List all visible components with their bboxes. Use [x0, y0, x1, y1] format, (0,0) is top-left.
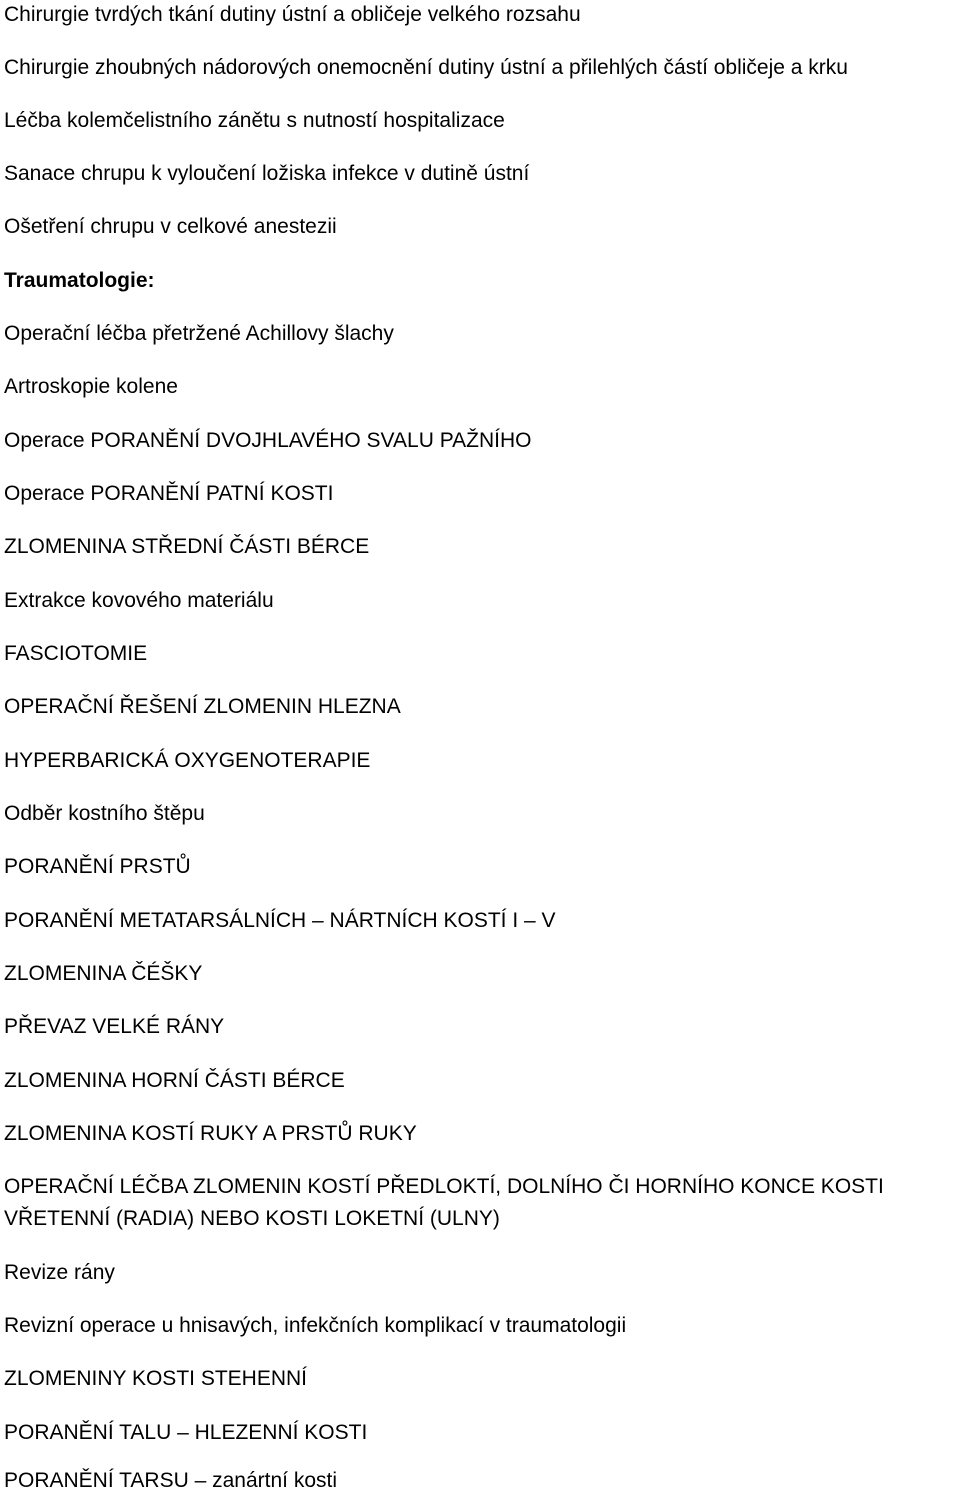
text-line-predlokti-part-1: OPERAČNÍ LÉČBA ZLOMENIN KOSTÍ PŘEDLOKTÍ, DOLNÍHO ČI HORNÍHO KONCE KOSTI: [4, 1175, 884, 1198]
text-line-poraneni-tarsu: PORANĚNÍ TARSU – zanártní kosti: [4, 1469, 337, 1492]
text-line-osetreni-chrupu: Ošetření chrupu v celkové anestezii: [4, 215, 337, 238]
text-line-achillovy-slachy: Operační léčba přetržené Achillovy šlachy: [4, 322, 394, 345]
text-line-zlomenina-horni-casti-berce: ZLOMENINA HORNÍ ČÁSTI BÉRCE: [4, 1069, 345, 1092]
text-line-revize-rany: Revize rány: [4, 1261, 115, 1284]
text-line-sanace-chrupu: Sanace chrupu k vyloučení ložiska infekce v dutině ústní: [4, 162, 530, 185]
text-line-patni-kosti: Operace PORANĚNÍ PATNÍ KOSTI: [4, 482, 334, 505]
text-line-zlomenina-stredni-casti-berce: ZLOMENINA STŘEDNÍ ČÁSTI BÉRCE: [4, 535, 370, 558]
text-line-zlomeniny-hlezna: OPERAČNÍ ŘEŠENÍ ZLOMENIN HLEZNA: [4, 695, 401, 718]
text-line-extrakce-materialu: Extrakce kovového materiálu: [4, 589, 274, 612]
text-line-chirurgie-tvrdych-tkani: Chirurgie tvrdých tkání dutiny ústní a obličeje velkého rozsahu: [4, 3, 581, 26]
text-line-revizni-operace: Revizní operace u hnisavých, infekčních komplikací v traumatologii: [4, 1314, 627, 1337]
text-line-odber-stepu: Odběr kostního štěpu: [4, 802, 205, 825]
text-line-dvojhlaveho-svalu: Operace PORANĚNÍ DVOJHLAVÉHO SVALU PAŽNÍHO: [4, 429, 532, 452]
text-line-poraneni-prstu: PORANĚNÍ PRSTŮ: [4, 855, 191, 878]
text-line-zlomenina-kosti-ruky: ZLOMENINA KOSTÍ RUKY A PRSTŮ RUKY: [4, 1122, 417, 1145]
text-line-fasciotomie: FASCIOTOMIE: [4, 642, 148, 665]
text-line-chirurgie-zhoubnych-nadoru: Chirurgie zhoubných nádorových onemocnění dutiny ústní a přilehlých částí obličeje a krku: [4, 56, 848, 79]
text-line-artroskopie-kolene: Artroskopie kolene: [4, 375, 178, 398]
section-heading-traumatologie: Traumatologie:: [4, 269, 155, 292]
text-line-hyperbaricka-oxygenoterapie: HYPERBARICKÁ OXYGENOTERAPIE: [4, 749, 371, 772]
text-line-zlomenina-cesky: ZLOMENINA ČÉŠKY: [4, 962, 203, 985]
text-line-zlomeniny-kosti-stehenni: ZLOMENINY KOSTI STEHENNÍ: [4, 1367, 307, 1390]
text-line-metatarsalnich-kosti: PORANĚNÍ METATARSÁLNÍCH – NÁRTNÍCH KOSTÍ I – V: [4, 909, 556, 932]
text-line-lecba-kolemcelistniho-zanetu: Léčba kolemčelistního zánětu s nutností hospitalizace: [4, 109, 505, 132]
text-line-predlokti-part-2: VŘETENNÍ (RADIA) NEBO KOSTI LOKETNÍ (ULNY): [4, 1207, 500, 1230]
text-line-poraneni-talu: PORANĚNÍ TALU – HLEZENNÍ KOSTI: [4, 1421, 368, 1444]
text-line-prevaz-rany: PŘEVAZ VELKÉ RÁNY: [4, 1015, 225, 1038]
